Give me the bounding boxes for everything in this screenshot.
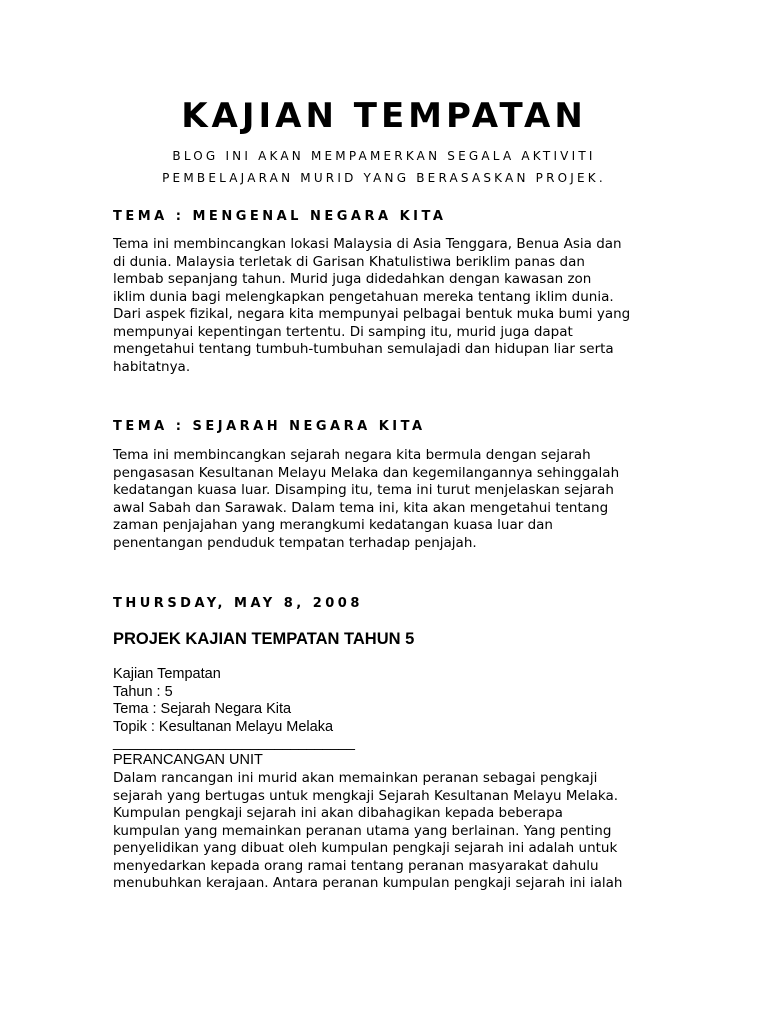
meta-subject: Kajian Tempatan — [113, 666, 221, 682]
underscore-rule: ______________________________ — [113, 735, 355, 751]
meta-year: Tahun : 5 — [113, 683, 173, 700]
section-body-mengenal: Tema ini membincangkan lokasi Malaysia di Asia Tenggara, Benua Asia dan di dunia. Malaysia terletak di Garisan Khatulistiwa beriklim panas dan lembab sepanjang tahun. Murid juga didedahkan dengan kawasan zon iklim dunia bagi melengkapkan pengetahuan mereka tentang iklim dunia. Dari aspek fizikal, negara kita mempunyai pelbagai bentuk muka bumi yang mempunyai kepentingan tertentu. Di samping itu, murid juga dapat mengetahui tentang tumbuh-tumbuhan semulajadi dan hidupan liar serta habitatnya. — [113, 236, 631, 375]
blog-description-line-1: BLOG INI AKAN MEMPAMERKAN SEGALA AKTIVITI — [172, 149, 596, 163]
post-body: Dalam rancangan ini murid akan memainkan peranan sebagai pengkaji sejarah yang bertugas untuk mengkaji Sejarah Kesultanan Melayu Melaka. Kumpulan pengkaji sejarah ini akan dibahagikan kepada beberapa kumpulan yang memainkan peranan utama yang berlainan. Yang penting penyelidikan yang dibuat oleh kumpulan pengkaji sejarah ini adalah untuk menyedarkan kepada orang ramai tentang peranan masyarakat dahulu menubuhkan kerajaan. Antara peranan kumpulan pengkaji sejarah ini ialah — [113, 770, 623, 891]
unit-heading: PERANCANGAN UNIT — [113, 752, 263, 768]
meta-theme: Tema : Sejarah Negara Kita — [113, 701, 292, 717]
section-heading-sejarah: TEMA : SEJARAH NEGARA KITA — [113, 419, 426, 434]
section-body-sejarah: Tema ini membincangkan sejarah negara kita bermula dengan sejarah pengasasan Kesultanan Melayu Melaka dan kegemilangannya sehinggalah kedatangan kuasa luar. Disamping itu, tema ini turut menjelaskan sejarah awal Sabah dan Sarawak. Dalam tema ini, kita akan mengetahui tentang zaman penjajahan yang merangkumi kedatangan kuasa luar dan penentangan penduduk tempatan terhadap penjajah. — [113, 447, 620, 551]
meta-topic: Topik : Kesultanan Melayu Melaka — [113, 718, 334, 735]
section-heading-mengenal: TEMA : MENGENAL NEGARA KITA — [113, 209, 447, 224]
post-date: THURSDAY, MAY 8, 2008 — [113, 596, 363, 611]
post-title: PROJEK KAJIAN TEMPATAN TAHUN 5 — [113, 630, 415, 648]
blog-title: KAJIAN TEMPATAN — [181, 96, 587, 136]
blog-description-line-2: PEMBELAJARAN MURID YANG BERASASKAN PROJEK. — [162, 171, 606, 185]
blog-description — [0, 145, 768, 189]
post-meta — [113, 666, 333, 736]
